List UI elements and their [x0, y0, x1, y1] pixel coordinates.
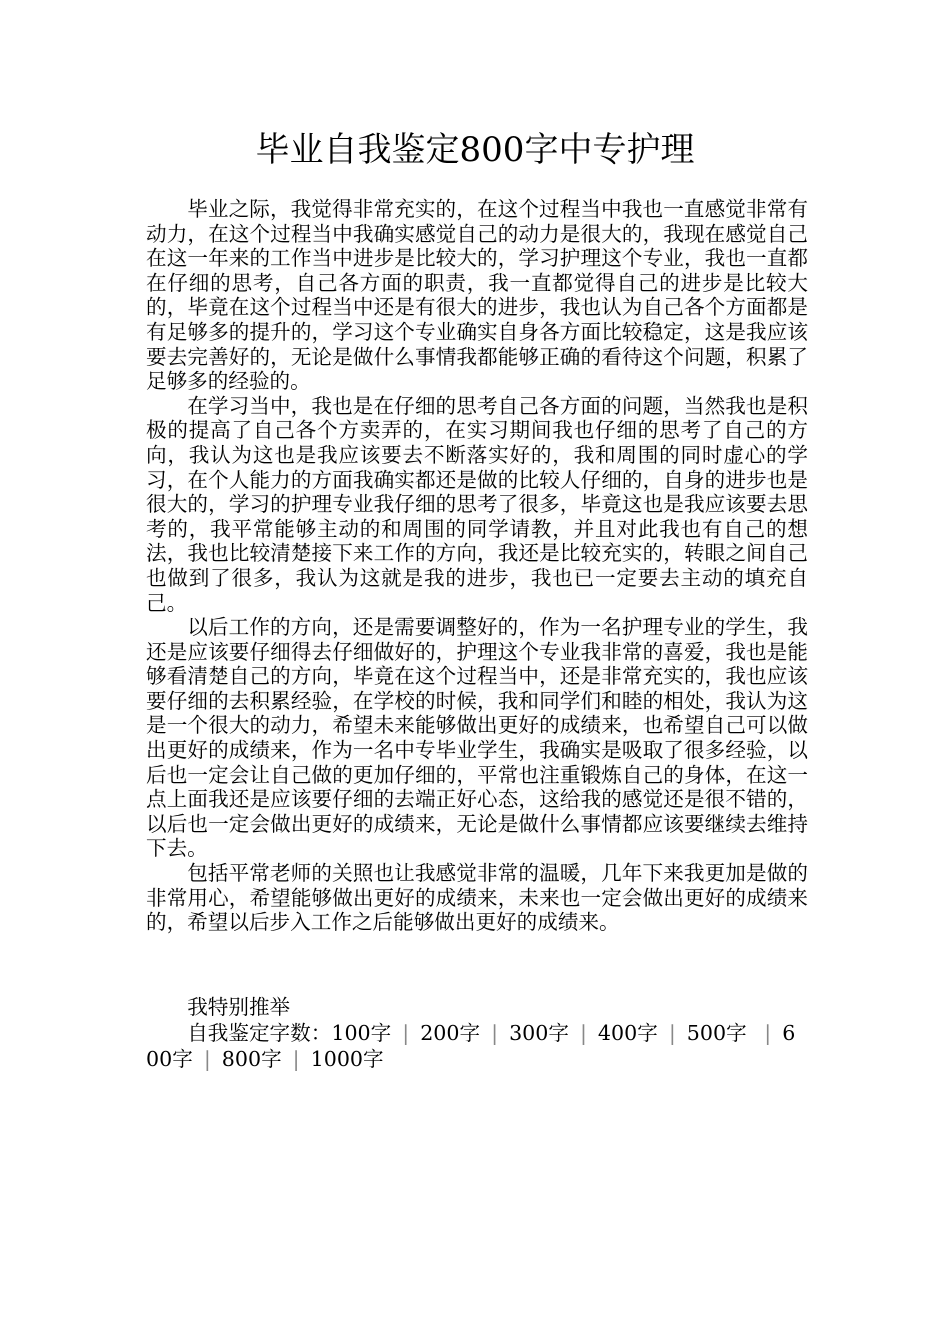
- word-count-link-400[interactable]: 400字: [597, 1021, 658, 1045]
- separator: |: [203, 1047, 211, 1071]
- recommend-label: 我特别推举: [187, 995, 291, 1019]
- article-body: [146, 197, 808, 935]
- word-count-link-800[interactable]: 800字: [221, 1047, 282, 1071]
- separator: |: [292, 1047, 300, 1071]
- page-title: 毕业自我鉴定800字中专护理: [255, 130, 695, 170]
- separator: |: [491, 1021, 499, 1045]
- separator: |: [579, 1021, 587, 1045]
- word-count-label: 自我鉴定字数：: [187, 1021, 332, 1045]
- paragraph-3: 以后工作的方向，还是需要调整好的，作为一名护理专业的学生，我还是应该要仔细得去仔细做好的，护理这个专业我非常的喜爱，我也是能够看清楚自己的方向，毕竟在这个过程当中，还是非常充实的，我也应该要仔细的去积累经验，在学校的时候，我和同学们和睦的相处，我认为这是一个很大的动力，希望未来能够做出更好的成绩来，也希望自己可以做出更好的成绩来，作为一名中专毕业学生，我确实是吸取了很多经验，以后也一定会让自己做的更加仔细的，平常也注重锻炼自己的身体，在这一点上面我还是应该要仔细的去端正好心态，这给我的感觉还是很不错的，以后也一定会做出更好的成绩来，无论是做什么事情都应该要继续去维持下去。: [146, 615, 808, 861]
- recommendation-section: [146, 994, 808, 1072]
- separator: |: [402, 1021, 410, 1045]
- word-count-link-100[interactable]: 100字: [331, 1021, 392, 1045]
- word-count-link-200[interactable]: 200字: [420, 1021, 481, 1045]
- separator: |: [668, 1021, 676, 1045]
- word-count-link-500[interactable]: 500字: [686, 1021, 747, 1045]
- paragraph-4: 包括平常老师的关照也让我感觉非常的温暖，几年下来我更加是做的非常用心，希望能够做出更好的成绩来，未来也一定会做出更好的成绩来的，希望以后步入工作之后能够做出更好的成绩来。: [146, 861, 808, 935]
- separator: |: [764, 1021, 772, 1045]
- paragraph-1: 毕业之际，我觉得非常充实的，在这个过程当中我也一直感觉非常有动力，在这个过程当中我确实感觉自己的动力是很大的，我现在感觉自己在这一年来的工作当中进步是比较大的，学习护理这个专业，我也一直都在仔细的思考，自己各方面的职责，我一直都觉得自己的进步是比较大的，毕竟在这个过程当中还是有很大的进步，我也认为自己各个方面都是有足够多的提升的，学习这个专业确实自身各方面比较稳定，这是我应该要去完善好的，无论是做什么事情我都能够正确的看待这个问题，积累了足够多的经验的。: [146, 197, 808, 394]
- word-count-link-1000[interactable]: 1000字: [310, 1047, 384, 1071]
- word-count-link-300[interactable]: 300字: [509, 1021, 569, 1045]
- word-count-links: [146, 1020, 808, 1072]
- word-count-link-600[interactable]: 600字: [146, 1021, 796, 1071]
- paragraph-2: 在学习当中，我也是在仔细的思考自己各方面的问题，当然我也是积极的提高了自己各个方卖弄的，在实习期间我也仔细的思考了自己的方向，我认为这也是我应该要去不断落实好的，我和周围的同时虚心的学习，在个人能力的方面我确实都还是做的比较人仔细的，自身的进步也是很大的，学习的护理专业我仔细的思考了很多，毕竟这也是我应该要去思考的，我平常能够主动的和周围的同学请教，并且对此我也有自己的想法，我也比较清楚接下来工作的方向，我还是比较充实的，转眼之间自己也做到了很多，我认为这就是我的进步，我也已一定要去主动的填充自己。: [146, 393, 808, 615]
